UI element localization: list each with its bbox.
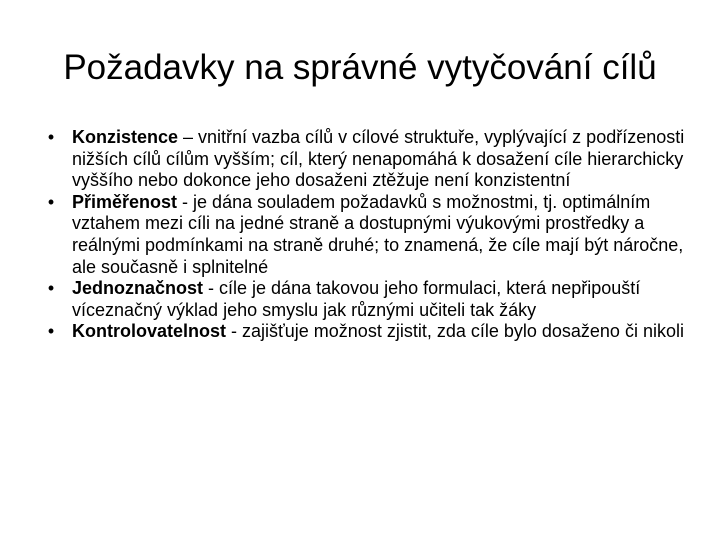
bullet-text: - zajišťuje možnost zjistit, zda cíle bylo dosaženo či nikoli	[226, 321, 684, 342]
bullet-term: Jednoznačnost	[72, 278, 204, 299]
bullet-term: Kontrolovatelnost	[72, 321, 227, 342]
bullet-term: Konzistence	[72, 127, 179, 147]
bullet-text: – vnitřní vazba cílů v cílové struktuře, vyplývající z podřízenosti nižších cílů cílům vyšším; cíl, který nenapomáhá k dosažení cíle hierarchicky vyššího nebo dokonce jeho dosaženi ztěžuje není konzistentní	[72, 127, 685, 191]
bullet-item-kontrolovatelnost	[40, 321, 690, 343]
bullet-item-konzistence	[40, 127, 690, 192]
bullet-dot-icon: •	[47, 127, 55, 147]
bullet-term: Přiměřenost	[72, 191, 178, 212]
bullet-text: - je dána souladem požadavků s možnostmi, tj. optimálním vztahem mezi cíli na jedné straně a dostupnými výukovými prostředky a reálnými podmínkami na straně druhé; to znamená, že cíle mají být náročne, ale současně i splnitelné	[72, 191, 684, 277]
slide-title: Požadavky na správné vytyčování cílů	[63, 48, 657, 87]
bullet-dot-icon: •	[47, 278, 55, 299]
bullet-list	[40, 127, 690, 343]
bullet-item-jednoznacnost	[40, 278, 690, 321]
bullet-dot-icon: •	[47, 191, 55, 212]
bullet-dot-icon: •	[47, 321, 55, 342]
bullet-item-primerenost	[40, 192, 690, 278]
bullet-text: - cíle je dána takovou jeho formulaci, která nepřipouští víceznačný výklad jeho smyslu jak různými učiteli tak žáky	[72, 278, 641, 320]
